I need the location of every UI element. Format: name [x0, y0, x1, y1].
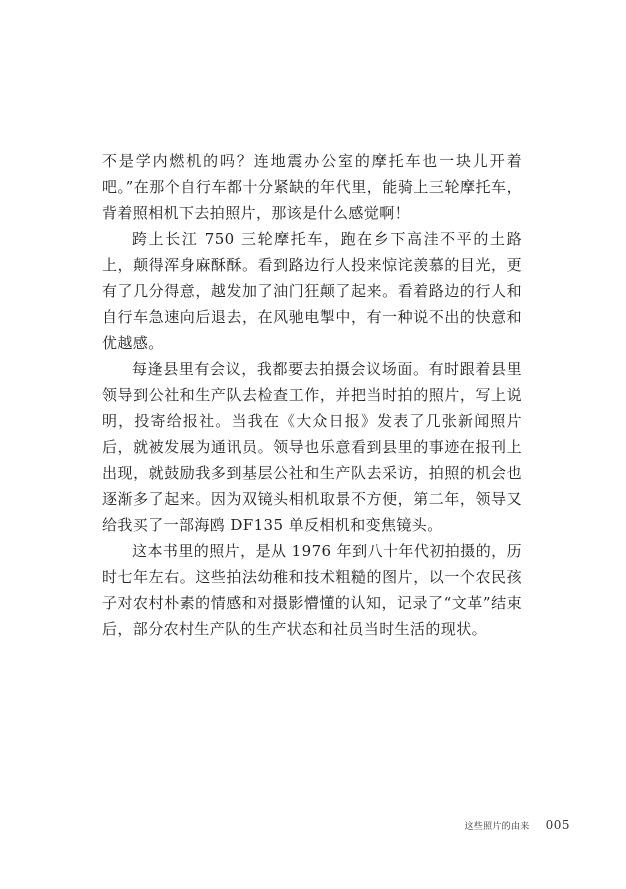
paragraph-continued: 不是学内燃机的吗？连地震办公室的摩托车也一块儿开着吧。”在那个自行车都十分紧缺的年代里，能骑上三轮摩托车，背着照相机下去拍照片，那该是什么感觉啊！	[102, 152, 522, 222]
body-text	[102, 148, 522, 642]
running-title: 这些照片的由来	[464, 822, 530, 832]
paragraph-news-photos: 每逢县里有会议，我都要去拍摄会议场面。有时跟着县里领导到公社和生产队去检查工作，并把当时拍的照片，写上说明，投寄给报社。当我在《大众日报》发表了几张新闻照片后，就被发展为通讯员。领导也乐意看到县里的事迹在报刊上出现，就鼓励我多到基层公社和生产队去采访，拍照的机会也逐渐多了起来。因为双镜头相机取景不方便，第二年，领导又给我买了一部海鸥 DF135 单反相机和变焦镜头。	[102, 360, 522, 534]
page-number: 005	[545, 818, 570, 832]
page-footer	[464, 818, 570, 834]
paragraph-book-photos: 这本书里的照片，是从 1976 年到八十年代初拍摄的，历时七年左右。这些拍法幼稚和技术粗糙的图片，以一个农民孩子对农村朴素的情感和对摄影懵懂的认知，记录了“文革”结束后，部分农村生产队的生产状态和社员当时生活的现状。	[102, 542, 522, 638]
paragraph-motorcycle-ride: 跨上长江 750 三轮摩托车，跑在乡下高洼不平的土路上，颠得浑身麻酥酥。看到路边行人投来惊诧羡慕的目光，更有了几分得意，越发加了油门狂颠了起来。看着路边的行人和自行车急速向后退去，在风驰电掣中，有一种说不出的快意和优越感。	[102, 230, 522, 352]
